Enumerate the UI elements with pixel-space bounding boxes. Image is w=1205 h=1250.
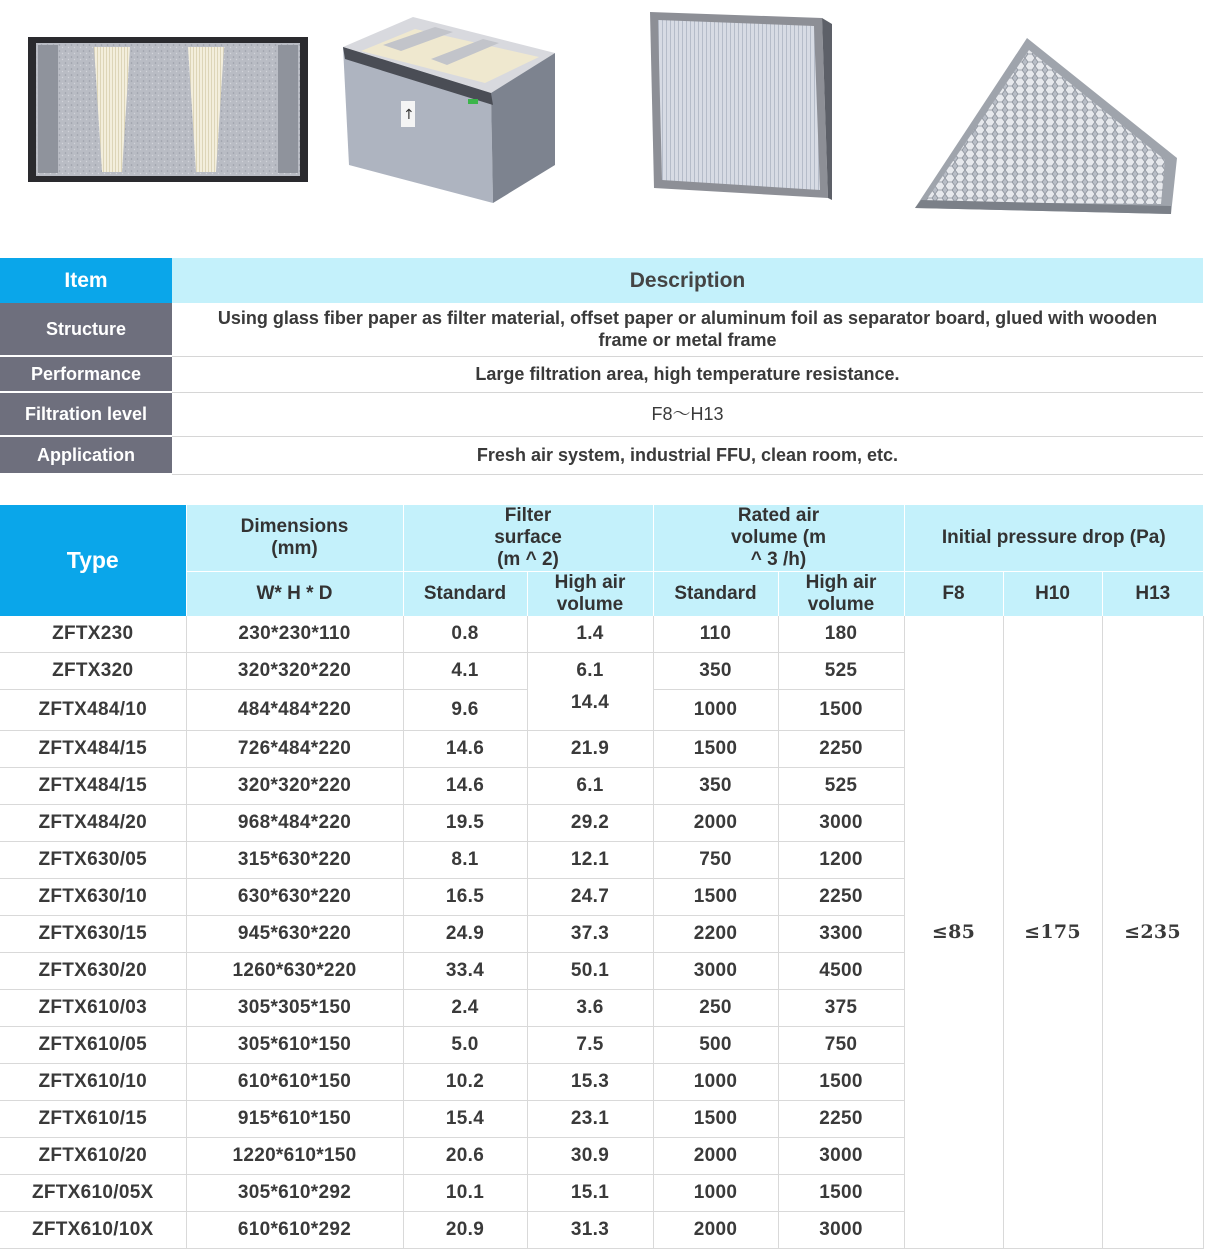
model-fs-standard: 4.1 <box>403 653 527 690</box>
model-dimensions: 484*484*220 <box>186 690 403 731</box>
spec-value: Fresh air system, industrial FFU, clean room, etc. <box>172 436 1203 474</box>
model-fs-standard: 14.6 <box>403 767 527 804</box>
model-type: ZFTX630/05 <box>0 841 186 878</box>
model-av-high: 3000 <box>778 804 904 841</box>
model-dimensions: 305*610*150 <box>186 1026 403 1063</box>
model-fs-standard: 15.4 <box>403 1100 527 1137</box>
model-fs-high: 31.3 <box>527 1211 653 1248</box>
model-type: ZFTX610/20 <box>0 1137 186 1174</box>
model-type: ZFTX630/10 <box>0 878 186 915</box>
model-fs-high: 6.1 <box>527 767 653 804</box>
model-av-high: 2250 <box>778 1100 904 1137</box>
model-type: ZFTX610/15 <box>0 1100 186 1137</box>
model-fs-standard: 2.4 <box>403 989 527 1026</box>
table-row <box>0 616 1203 653</box>
model-dimensions: 320*320*220 <box>186 653 403 690</box>
model-fs-standard: 19.5 <box>403 804 527 841</box>
model-av-standard: 1500 <box>653 878 778 915</box>
spec-row-performance <box>0 356 1203 392</box>
model-type: ZFTX320 <box>0 653 186 690</box>
model-fs-standard: 10.1 <box>403 1174 527 1211</box>
model-type: ZFTX610/05 <box>0 1026 186 1063</box>
model-dimensions: 305*305*150 <box>186 989 403 1026</box>
header-av-high: High air volume <box>778 572 904 617</box>
model-fs-high: 15.1 <box>527 1174 653 1211</box>
spec-header-item: Item <box>0 258 172 303</box>
model-fs-high: 30.9 <box>527 1137 653 1174</box>
header-fs-standard: Standard <box>403 572 527 617</box>
model-type: ZFTX484/10 <box>0 690 186 731</box>
model-av-standard: 110 <box>653 616 778 653</box>
spec-value: Large filtration area, high temperature resistance. <box>172 356 1203 392</box>
model-dimensions: 1220*610*150 <box>186 1137 403 1174</box>
model-fs-high: 14.4 <box>527 690 653 731</box>
model-fs-high: 3.6 <box>527 989 653 1026</box>
header-h10: H10 <box>1003 572 1102 617</box>
spec-table <box>0 258 1203 475</box>
model-fs-standard: 9.6 <box>403 690 527 731</box>
model-dimensions: 305*610*292 <box>186 1174 403 1211</box>
model-fs-high: 1.4 <box>527 616 653 653</box>
model-fs-standard: 20.9 <box>403 1211 527 1248</box>
model-dimensions: 230*230*110 <box>186 616 403 653</box>
model-fs-standard: 5.0 <box>403 1026 527 1063</box>
model-dimensions: 915*610*150 <box>186 1100 403 1137</box>
model-av-standard: 3000 <box>653 952 778 989</box>
header-av-standard: Standard <box>653 572 778 617</box>
model-av-high: 3000 <box>778 1137 904 1174</box>
model-dimensions: 1260*630*220 <box>186 952 403 989</box>
model-av-standard: 2200 <box>653 915 778 952</box>
model-av-high: 3000 <box>778 1211 904 1248</box>
model-dimensions: 630*630*220 <box>186 878 403 915</box>
model-av-standard: 2000 <box>653 1211 778 1248</box>
model-type: ZFTX610/03 <box>0 989 186 1026</box>
model-av-high: 375 <box>778 989 904 1026</box>
model-fs-high: 23.1 <box>527 1100 653 1137</box>
model-dimensions: 968*484*220 <box>186 804 403 841</box>
model-dimensions: 945*630*220 <box>186 915 403 952</box>
spec-label: Filtration level <box>0 392 172 436</box>
hepa-filter-closeup-image <box>915 38 1177 214</box>
model-fs-standard: 16.5 <box>403 878 527 915</box>
hepa-panel-filter-image <box>650 12 832 200</box>
spec-value: Using glass fiber paper as filter material, offset paper or aluminum foil as separator board, glued with wooden frame or metal frame <box>172 303 1203 356</box>
model-dimensions: 315*630*220 <box>186 841 403 878</box>
spec-row-structure <box>0 303 1203 356</box>
model-av-standard: 750 <box>653 841 778 878</box>
model-type: ZFTX484/20 <box>0 804 186 841</box>
header-rated-air-volume: Rated air volume (m ^ 3 /h) <box>653 505 904 572</box>
model-fs-standard: 24.9 <box>403 915 527 952</box>
model-fs-standard: 33.4 <box>403 952 527 989</box>
header-dimensions-sub: W* H * D <box>186 572 403 617</box>
model-fs-high: 29.2 <box>527 804 653 841</box>
model-header-row-1 <box>0 505 1203 572</box>
header-filter-surface: Filter surface (m ^ 2) <box>403 505 653 572</box>
model-type: ZFTX630/20 <box>0 952 186 989</box>
model-av-standard: 2000 <box>653 1137 778 1174</box>
model-fs-high: 15.3 <box>527 1063 653 1100</box>
model-av-standard: 1000 <box>653 1174 778 1211</box>
model-fs-high: 21.9 <box>527 730 653 767</box>
model-av-high: 1200 <box>778 841 904 878</box>
model-av-standard: 2000 <box>653 804 778 841</box>
spec-row-application <box>0 436 1203 474</box>
pressure-drop-h13: ≤235 <box>1102 616 1203 1248</box>
model-fs-high: 6.1 <box>527 653 653 690</box>
pressure-drop-f8: ≤85 <box>904 616 1003 1248</box>
header-type: Type <box>0 505 186 616</box>
model-fs-standard: 0.8 <box>403 616 527 653</box>
spec-label: Application <box>0 436 172 474</box>
header-pressure-drop: Initial pressure drop (Pa) <box>904 505 1203 572</box>
model-av-high: 1500 <box>778 690 904 731</box>
model-av-standard: 1500 <box>653 1100 778 1137</box>
model-fs-standard: 8.1 <box>403 841 527 878</box>
model-av-standard: 350 <box>653 767 778 804</box>
v-bank-filter-front-image <box>28 37 308 182</box>
model-av-high: 525 <box>778 767 904 804</box>
header-h13: H13 <box>1102 572 1203 617</box>
model-av-standard: 1000 <box>653 1063 778 1100</box>
model-av-high: 2250 <box>778 878 904 915</box>
model-av-high: 2250 <box>778 730 904 767</box>
spec-label: Performance <box>0 356 172 392</box>
model-av-standard: 1000 <box>653 690 778 731</box>
model-av-high: 180 <box>778 616 904 653</box>
model-av-high: 750 <box>778 1026 904 1063</box>
spec-value: F8～H13 <box>172 392 1203 436</box>
model-type: ZFTX484/15 <box>0 767 186 804</box>
product-images <box>0 0 1205 230</box>
spec-header-description: Description <box>172 258 1203 303</box>
model-av-high: 4500 <box>778 952 904 989</box>
header-f8: F8 <box>904 572 1003 617</box>
model-table <box>0 505 1204 1249</box>
svg-text:↑: ↑ <box>403 107 415 123</box>
model-av-standard: 350 <box>653 653 778 690</box>
model-fs-high: 7.5 <box>527 1026 653 1063</box>
spec-label: Structure <box>0 303 172 356</box>
model-fs-high: 50.1 <box>527 952 653 989</box>
model-av-standard: 1500 <box>653 730 778 767</box>
model-dimensions: 320*320*220 <box>186 767 403 804</box>
model-dimensions: 610*610*150 <box>186 1063 403 1100</box>
header-dimensions: Dimensions (mm) <box>186 505 403 572</box>
model-type: ZFTX610/10X <box>0 1211 186 1248</box>
model-av-high: 1500 <box>778 1063 904 1100</box>
model-fs-high: 12.1 <box>527 841 653 878</box>
model-type: ZFTX610/10 <box>0 1063 186 1100</box>
pressure-drop-h10: ≤175 <box>1003 616 1102 1248</box>
model-fs-standard: 20.6 <box>403 1137 527 1174</box>
model-type: ZFTX630/15 <box>0 915 186 952</box>
model-dimensions: 726*484*220 <box>186 730 403 767</box>
model-type: ZFTX230 <box>0 616 186 653</box>
spec-header-row <box>0 258 1203 303</box>
model-fs-standard: 10.2 <box>403 1063 527 1100</box>
header-fs-high: High air volume <box>527 572 653 617</box>
v-bank-filter-box-image <box>343 15 558 205</box>
model-av-high: 3300 <box>778 915 904 952</box>
model-av-high: 525 <box>778 653 904 690</box>
model-av-standard: 250 <box>653 989 778 1026</box>
model-fs-standard: 14.6 <box>403 730 527 767</box>
model-av-standard: 500 <box>653 1026 778 1063</box>
model-type: ZFTX484/15 <box>0 730 186 767</box>
model-table-body <box>0 616 1203 1248</box>
model-type: ZFTX610/05X <box>0 1174 186 1211</box>
model-dimensions: 610*610*292 <box>186 1211 403 1248</box>
model-fs-high: 24.7 <box>527 878 653 915</box>
spec-row-filtration-level <box>0 392 1203 436</box>
model-av-high: 1500 <box>778 1174 904 1211</box>
model-fs-high: 37.3 <box>527 915 653 952</box>
